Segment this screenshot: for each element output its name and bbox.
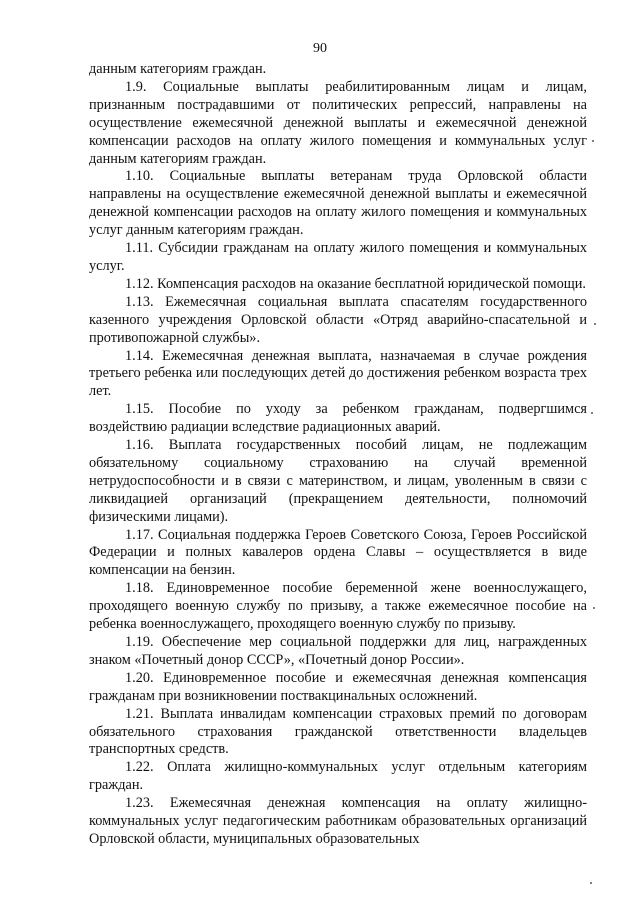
document-body [89,61,587,849]
paragraph-continuation: данным категориям граждан. [89,61,267,77]
paragraph-1-16: 1.16. Выплата государственных пособий лицам, не подлежащим обязательному социальному страхованию на случай временной нетрудоспособности и в связи с материнством, и лицам, уволенным в связи с ликвидацией организаций (прекращением деятельности, полномочий физическими лицами). [89,437,587,525]
scan-speck [593,607,595,609]
scan-speck [592,140,594,142]
paragraph-1-23: 1.23. Ежемесячная денежная компенсация на оплату жилищно-коммунальных услуг педагогическим работникам образовательных организаций Орловской области, муниципальных образовательных [89,795,587,847]
paragraph-1-18: 1.18. Единовременное пособие беременной жене военнослужащего, проходящего военную службу по призыву, а также ежемесячное пособие на ребенка военнослужащего, проходящего военную службу по призыву. [89,580,587,633]
paragraph-1-9: 1.9. Социальные выплаты реабилитированным лицам и лицам, признанным пострадавшими от политических репрессий, направлены на осуществление ежемесячной денежной выплаты и ежемесячной денежной компенсации расходов на оплату жилого помещения и коммунальных услуг данным категориям граждан. [89,78,587,167]
paragraph-1-10: 1.10. Социальные выплаты ветеранам труда Орловской области направлены на осуществление ежемесячной денежной выплаты и ежемесячной денежной компенсации расходов на оплату жилого помещения и коммунальных услуг данным категориям граждан. [89,168,587,239]
paragraph-1-14: 1.14. Ежемесячная денежная выплата, назначаемая в случае рождения третьего ребенка или последующих детей до достижения ребенком возраста трех лет. [89,347,587,400]
paragraph-1-20: 1.20. Единовременное пособие и ежемесячная денежная компенсация гражданам при возникновении поствакцинальных осложнений. [89,669,587,704]
paragraph-1-17: 1.17. Социальная поддержка Героев Советского Союза, Героев Российской Федерации и полных кавалеров ордена Славы – осуществляется в виде компенсации на бензин. [89,526,587,579]
paragraph-1-19: 1.19. Обеспечение мер социальной поддержки для лиц, награжденных знаком «Почетный донор СССР», «Почетный донор России». [89,634,587,668]
scan-speck [590,882,592,884]
paragraph-1-22: 1.22. Оплата жилищно-коммунальных услуг отдельным категориям граждан. [89,759,587,794]
paragraph-1-11: 1.11. Субсидии гражданам на оплату жилого помещения и коммунальных услуг. [89,240,587,274]
scan-speck [594,323,596,325]
page-number: 90 [313,41,327,56]
paragraph-1-15: 1.15. Пособие по уходу за ребенком гражданам, подвергшимся воздействию радиации вследствие радиационных аварий. [89,401,587,436]
scan-speck [591,412,593,414]
paragraph-1-21: 1.21. Выплата инвалидам компенсации страховых премий по договорам обязательного страхования гражданской ответственности владельцев транспортных средств. [89,705,587,758]
paragraph-1-13: 1.13. Ежемесячная социальная выплата спасателям государственного казенного учреждения Орловской области «Отряд аварийно-спасательной и противопожарной службы». [89,293,587,346]
paragraph-1-12: 1.12. Компенсация расходов на оказание бесплатной юридической помощи. [125,275,586,292]
